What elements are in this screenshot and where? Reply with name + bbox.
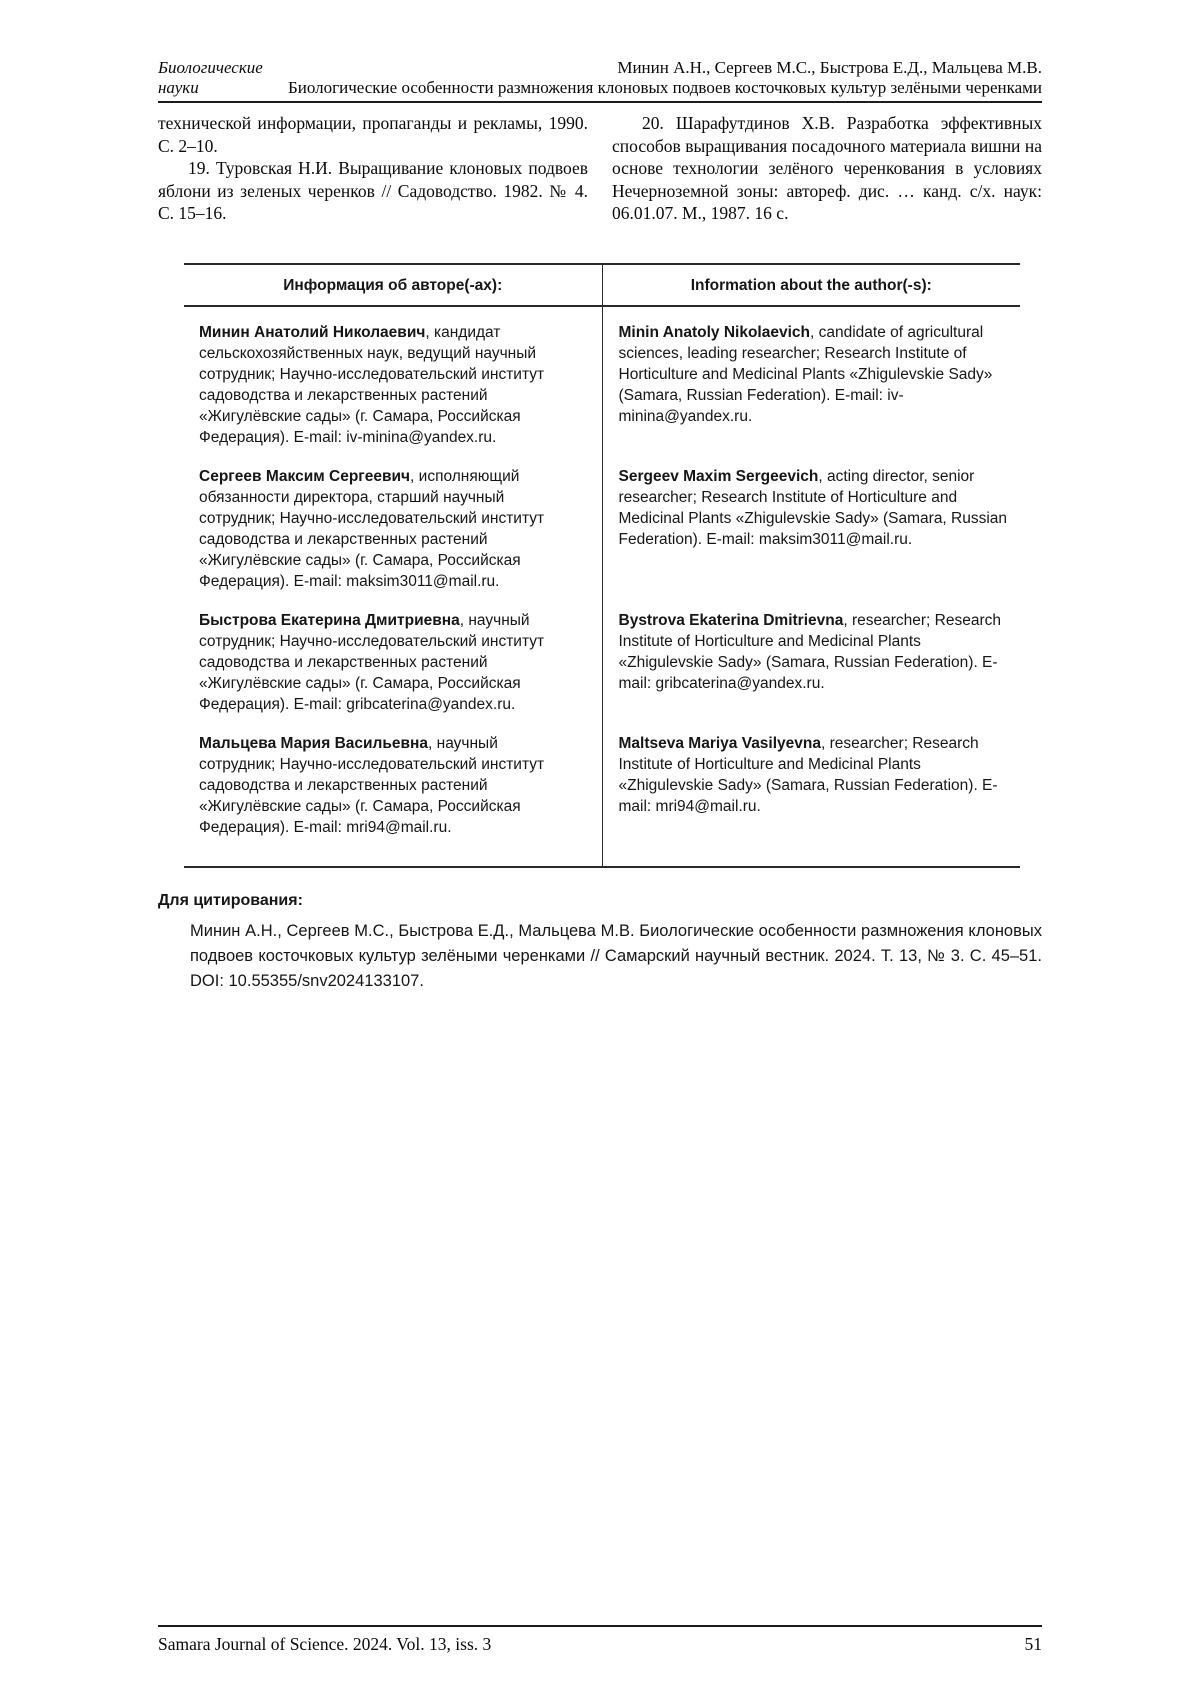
authors-table-header [184,264,1020,306]
author-cell-ru [184,306,602,451]
author-info-en: , candidate of agricultural sciences, leading researcher; Research Institute of Horticulture and Medicinal Plants «Zhigulevskie Sady» (Samara, Russian Federation). E-mail: iv-minina@yandex.ru. [618,323,993,425]
running-head-row-2 [158,78,1042,98]
reference-item-20: 20. Шарафутдинов Х.В. Разработка эффективных способов выращивания посадочного материала вишни на основе технологии зелёного черенкования в условиях Нечерноземной зоны: автореф. дис. … канд. с/х. наук: 06.01.07. М., 1987. 16 с. [612,113,1042,223]
author-name-ru: Мальцева Мария Васильевна [199,734,429,752]
author-cell-en [602,595,1020,718]
author-cell-ru [184,451,602,595]
author-name-en: Bystrova Ekaterina Dmitrievna [618,611,844,629]
table-header-en: Information about the author(-s): [602,264,1020,306]
author-info-ru: , научный сотрудник; Научно-исследовательский институт садоводства и лекарственных растений «Жигулёвские сады» (г. Самара, Российская Федерация). E-mail: gribcaterina@yandex.ru. [199,611,545,713]
running-authors: Минин А.Н., Сергеев М.С., Быстрова Е.Д., Мальцева М.В. [617,58,1042,77]
table-row [184,451,1020,595]
footer-row [158,1627,1042,1655]
references-columns [158,112,1042,225]
table-row [184,718,1020,867]
reference-continuation: технической информации, пропаганды и рекламы, 1990. С. 2–10. [158,113,588,156]
author-info-en: , researcher; Research Institute of Horticulture and Medicinal Plants «Zhigulevskie Sady» (Samara, Russian Federation). E-mail: gribcaterina@yandex.ru. [618,611,1002,692]
citation-text: Минин А.Н., Сергеев М.С., Быстрова Е.Д., Мальцева М.В. Биологические особенности размножения клоновых подвоев косточковых культур зелёными черенками // Самарский научный вестник. 2024. Т. 13, № 3. С. 45–51. DOI: 10.55355/snv2024133107. [190,921,1042,990]
references-right-column [612,112,1042,225]
table-header-row [184,264,1020,306]
section-label-line-1: Биологические [158,58,263,77]
journal-name: Samara Journal of Science. 2024. Vol. 13, iss. 3 [158,1634,492,1654]
author-name-en: Sergeev Maxim Sergeevich [618,467,819,485]
page-number: 51 [1024,1634,1042,1654]
author-cell-en [602,306,1020,451]
author-info-ru: , научный сотрудник; Научно-исследовательский институт садоводства и лекарственных растений «Жигулёвские сады» (г. Самара, Российская Федерация). E-mail: mri94@mail.ru. [199,734,545,836]
table-header-ru: Информация об авторе(-ах): [184,264,602,306]
citation-block [158,892,1042,994]
page-footer [158,1625,1042,1655]
author-info-en: , researcher; Research Institute of Horticulture and Medicinal Plants «Zhigulevskie Sady» (Samara, Russian Federation). E-mail: mri94@mail.ru. [618,734,998,815]
references-left-column [158,112,588,225]
author-cell-ru [184,718,602,867]
table-row [184,306,1020,451]
running-head [158,58,1042,103]
author-name-en: Maltseva Mariya Vasilyevna [618,734,821,752]
author-name-ru: Минин Анатолий Николаевич [199,323,426,341]
author-cell-ru [184,595,602,718]
author-name-ru: Сергеев Максим Сергеевич [199,467,411,485]
author-name-en: Minin Anatoly Nikolaevich [618,323,810,341]
running-title: Биологические особенности размножения клоновых подвоев косточковых культур зелёными черенками [288,78,1042,97]
author-cell-en [602,451,1020,595]
reference-item-19: 19. Туровская Н.И. Выращивание клоновых подвоев яблони из зеленых черенков // Садоводство. 1982. № 4. С. 15–16. [158,158,588,223]
authors-info-table [184,263,1020,868]
author-cell-en [602,718,1020,867]
author-info-en: , acting director, senior researcher; Research Institute of Horticulture and Medicinal Plants «Zhigulevskie Sady» (Samara, Russian Federation). E-mail: maksim3011@mail.ru. [618,467,1008,548]
running-head-row-1 [158,58,1042,78]
section-label-line-2: науки [158,78,199,97]
header-rule [158,101,1042,103]
author-info-ru: , исполняющий обязанности директора, старший научный сотрудник; Научно-исследовательский институт садоводства и лекарственных растений «Жигулёвские сады» (г. Самара, Российская Федерация). E-mail: maksim3011@mail.ru. [199,467,545,590]
author-name-ru: Быстрова Екатерина Дмитриевна [199,611,460,629]
citation-label: Для цитирования: [158,891,303,909]
author-info-ru: , кандидат сельскохозяйственных наук, ведущий научный сотрудник; Научно-исследовательский институт садоводства и лекарственных растений «Жигулёвские сады» (г. Самара, Российская Федерация). E-mail: iv-minina@yandex.ru. [199,323,545,446]
table-row [184,595,1020,718]
